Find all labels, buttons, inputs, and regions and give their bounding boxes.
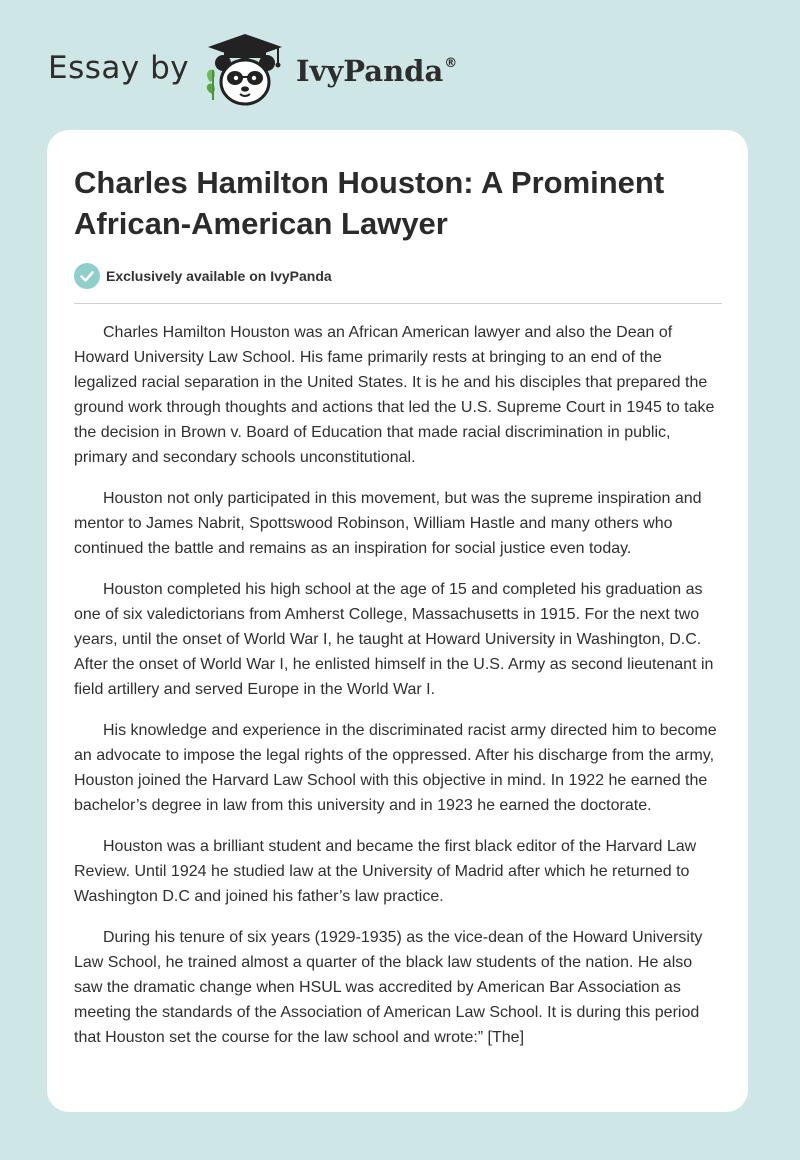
registered-mark: ® — [444, 56, 458, 71]
essay-title: Charles Hamilton Houston: A Prominent African-American Lawyer — [74, 165, 665, 241]
essay-body — [74, 320, 722, 1066]
brand-name[interactable] — [296, 54, 457, 88]
body-paragraph: Houston was a brilliant student and became the first black editor of the Harvard Law Review. Until 1924 he studied law at the University of Madrid after which he returned to Washington D.C and joined his father’s law practice. — [74, 838, 697, 905]
panda-graduate-logo-icon — [200, 30, 290, 110]
essay-card — [47, 130, 748, 1112]
body-paragraph: During his tenure of six years (1929-1935) as the vice-dean of the Howard University Law School, he trained almost a quarter of the black law students of the nation. He also saw the dramatic change when HSUL was accredited by American Bar Association as meeting the standards of the Association of American Law School. It is during this period that Houston set the course for the law school and wrote:” [The] — [74, 929, 703, 1046]
body-paragraph: Houston completed his high school at the age of 15 and completed his graduation as one of six valedictorians from Amherst College, Massachusetts in 1915. For the next two years, until the onset of World War I, he taught at Howard University in Washington, D.C. After the onset of World War I, he enlisted himself in the U.S. Army as second lieutenant in field artillery and served Europe in the World War I. — [74, 581, 714, 698]
title-divider — [74, 303, 722, 304]
body-paragraph: Houston not only participated in this movement, but was the supreme inspiration and mentor to James Nabrit, Spottswood Robinson, William Hastle and many others who continued the battle and remains as an inspiration for social justice even today. — [74, 490, 702, 557]
exclusive-badge — [74, 263, 332, 289]
body-paragraph: His knowledge and experience in the discriminated racist army directed him to become an advocate to impose the legal rights of the oppressed. After his discharge from the army, Houston joined the Harvard Law School with this objective in mind. In 1922 he earned the bachelor’s degree in law from this university and in 1923 he earned the doctorate. — [74, 722, 717, 814]
brand-name-text: IvyPanda — [296, 54, 444, 88]
site-header — [0, 0, 800, 120]
essay-by-label: Essay by — [48, 50, 190, 86]
body-paragraph: Charles Hamilton Houston was an African American lawyer and also the Dean of Howard University Law School. His fame primarily rests at bringing to an end of the legalized racial separation in the United States. It is he and his disciples that prepared the ground work through thoughts and actions that led the U.S. Supreme Court in 1945 to take the decision in Brown v. Board of Education that made racial discrimination in public, primary and secondary schools unconstitutional. — [74, 324, 715, 466]
exclusive-badge-label: Exclusively available on IvyPanda — [106, 268, 332, 284]
check-circle-icon — [74, 263, 100, 289]
